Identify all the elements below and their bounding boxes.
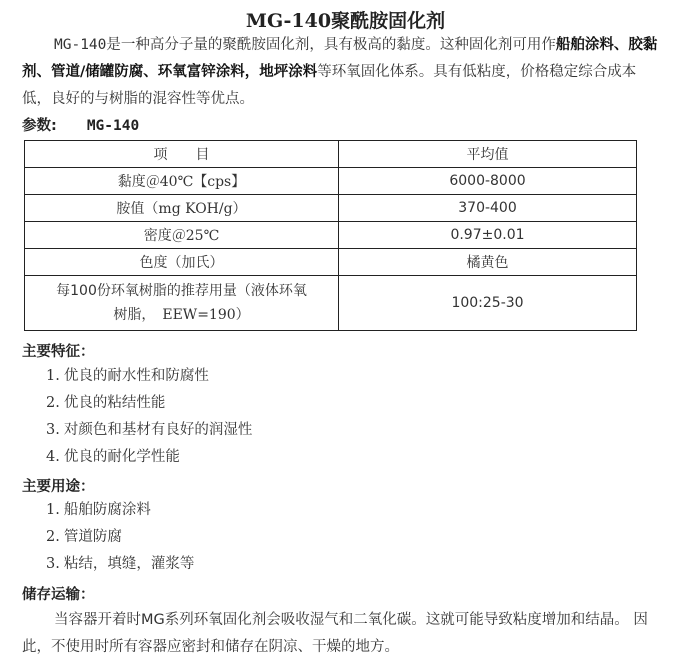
row-value: 370-400 [339, 195, 637, 222]
list-item: 2. 管道防腐 [46, 529, 122, 545]
list-item: 4. 优良的耐化学性能 [46, 449, 180, 465]
header-value: 平均值 [339, 141, 637, 168]
row-item: 密度＠25℃ [25, 222, 339, 249]
list-item: 1. 优良的耐水性和防腐性 [46, 368, 209, 384]
row-value: 0.97±0.01 [339, 222, 637, 249]
row-item: 黏度＠40℃【cps】 [25, 168, 339, 195]
header-item: 项 目 [25, 141, 339, 168]
storage-paragraph [22, 607, 662, 661]
intro-paragraph [22, 32, 662, 113]
table-row [25, 276, 637, 331]
params-code: MG-140 [86, 118, 140, 134]
table-row [25, 222, 637, 249]
intro-text-2: 等环氧固化体系。具有低粘度，价格稳定综合成本低，良好的与树脂的混容性等优点。 [22, 64, 637, 107]
features-heading: 主要特征： [22, 344, 95, 360]
page-title: MG-140聚酰胺固化剂 [245, 10, 446, 32]
intro-product-code: MG-140 [54, 37, 107, 53]
storage-text: 当容器开着时MG系列环氧固化剂会吸收湿气和二氧化碳。这就可能导致粘度增加和结晶。 因此，不使用时所有容器应密封和储存在阴凉、干燥的地方。 [22, 612, 648, 655]
row-item: 胺值（mg KOH/g） [25, 195, 339, 222]
list-item: 3. 粘结，填缝，灌浆等 [46, 556, 195, 572]
table-row [25, 249, 637, 276]
row-value: 6000-8000 [339, 168, 637, 195]
features-list [46, 363, 252, 471]
row-value: 100:25-30 [339, 276, 637, 331]
list-item: 3. 对颜色和基材有良好的润湿性 [46, 422, 253, 438]
list-item: 2. 优良的粘结性能 [46, 395, 166, 411]
row-item [25, 276, 339, 331]
spec-table [24, 140, 637, 331]
params-line [22, 114, 139, 135]
uses-list [46, 497, 194, 578]
uses-heading: 主要用途： [22, 479, 95, 495]
storage-heading: 储存运输： [22, 587, 95, 603]
row-item-line-1: 每100份环氧树脂的推荐用量（液体环氧 [56, 283, 307, 299]
intro-text-1: 是一种高分子量的聚酰胺固化剂，具有极高的黏度。这种固化剂可用作 [106, 37, 556, 53]
row-item: 色度（加氏） [25, 249, 339, 276]
table-row [25, 168, 637, 195]
intro-applications: 船舶涂料、胶黏剂、管道/储罐防腐、环氧富锌涂料，地坪涂料 [22, 37, 658, 80]
row-item-line-2: 树脂， EEW=190） [113, 307, 250, 323]
row-value: 橘黄色 [339, 249, 637, 276]
table-header-row [25, 141, 637, 168]
table-row [25, 195, 637, 222]
params-label: 参数: [22, 118, 57, 134]
list-item: 1. 船舶防腐涂料 [46, 502, 151, 518]
